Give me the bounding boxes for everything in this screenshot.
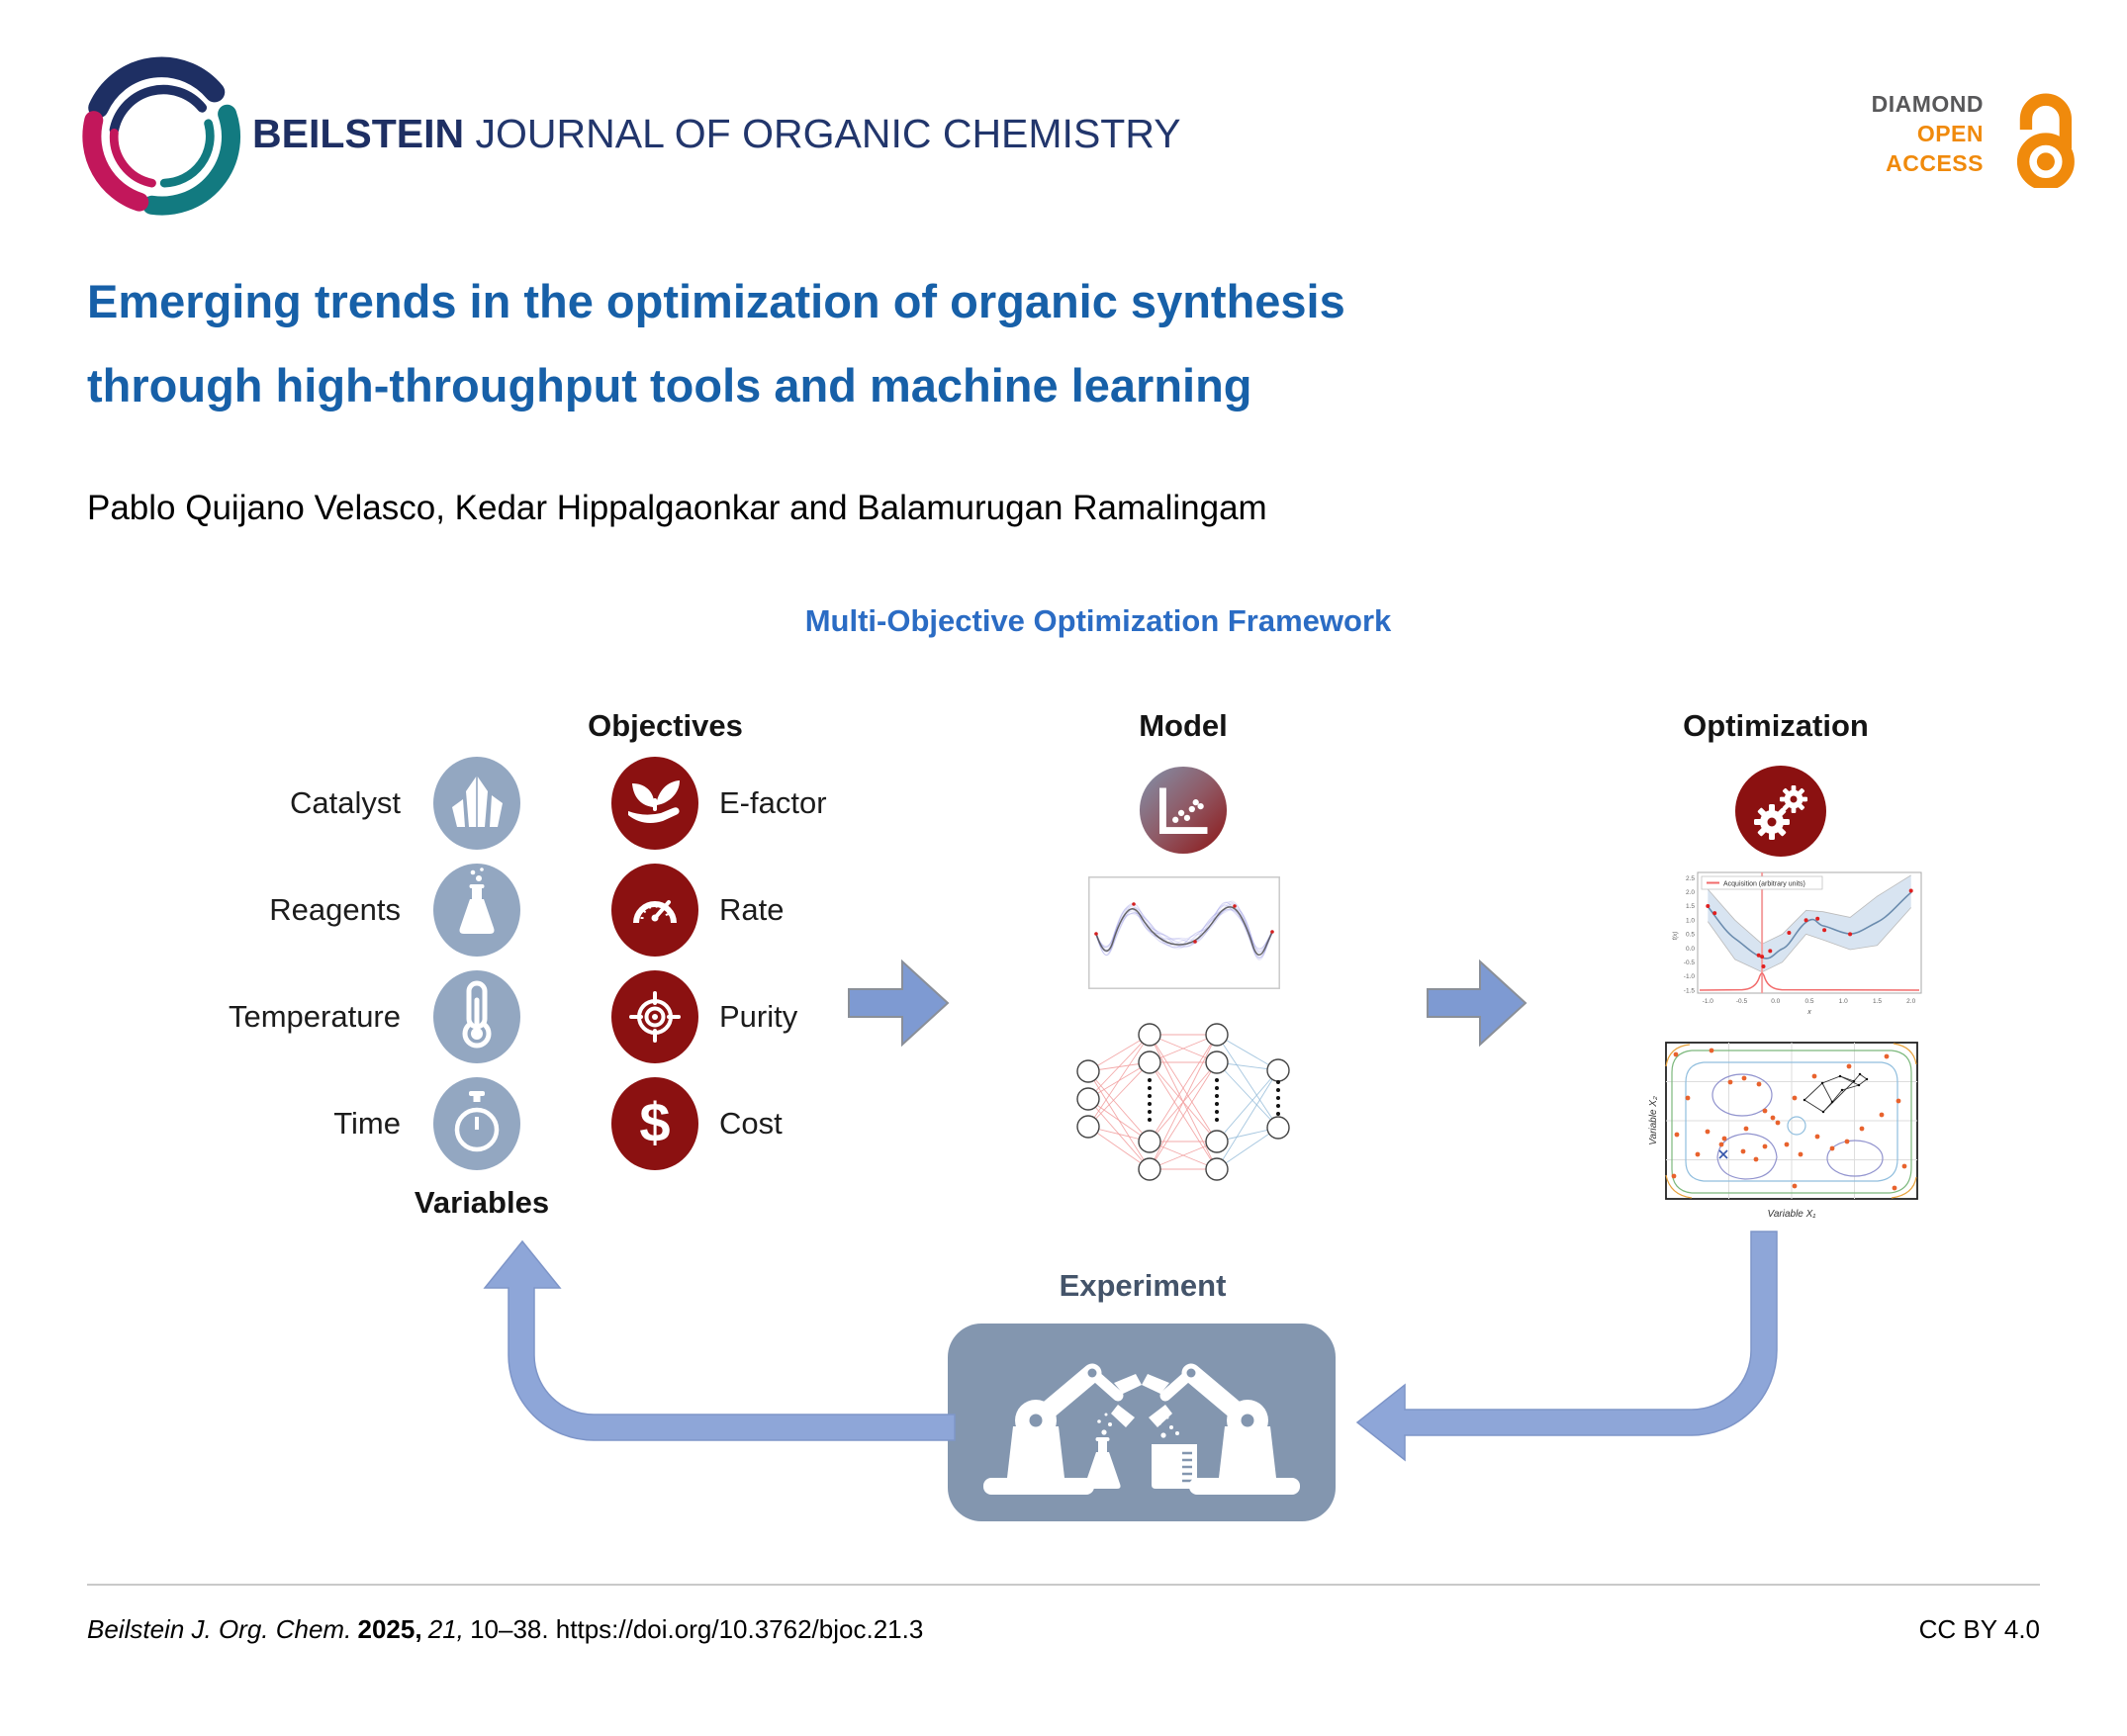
y-tick-labels bbox=[1684, 875, 1696, 994]
svg-text:0.0: 0.0 bbox=[1685, 945, 1695, 953]
open-access-lock-icon bbox=[1994, 75, 2093, 188]
article-title bbox=[87, 259, 2046, 427]
model-scatter-icon bbox=[1138, 764, 1229, 857]
dollar-icon bbox=[609, 1075, 700, 1172]
citation-volume: 21, bbox=[427, 1614, 464, 1644]
neural-network-diagram bbox=[1066, 1019, 1300, 1189]
objective-label-purity: Purity bbox=[719, 999, 798, 1034]
acquisition-plot bbox=[1668, 865, 1931, 1021]
oa-open-label: OPEN bbox=[1916, 121, 1984, 146]
citation bbox=[87, 1614, 929, 1645]
citation-year: 2025, bbox=[357, 1614, 422, 1644]
svg-text:$: $ bbox=[639, 1091, 671, 1153]
gears-icon bbox=[1733, 764, 1828, 859]
variable-label-catalyst: Catalyst bbox=[290, 785, 401, 820]
svg-text:2.5: 2.5 bbox=[1685, 875, 1695, 882]
acquisition-xlabel: x bbox=[1807, 1009, 1811, 1016]
acquisition-ylabel: f(x) bbox=[1673, 931, 1679, 941]
svg-text:1.5: 1.5 bbox=[1685, 903, 1695, 911]
acquisition-legend: Acquisition (arbitrary units) bbox=[1723, 880, 1805, 888]
svg-text:0.5: 0.5 bbox=[1685, 931, 1695, 939]
speedometer-icon bbox=[609, 862, 700, 959]
svg-text:1.0: 1.0 bbox=[1838, 998, 1848, 1005]
svg-text:2.0: 2.0 bbox=[1906, 998, 1916, 1005]
x-tick-labels bbox=[1703, 998, 1916, 1005]
oa-diamond-label: DIAMOND bbox=[1871, 91, 1984, 117]
journal-name bbox=[252, 111, 1181, 157]
row-temperature-purity bbox=[0, 967, 1088, 1066]
variables-label: Variables bbox=[414, 1185, 550, 1220]
model-header: Model bbox=[1139, 708, 1228, 743]
row-time-cost bbox=[0, 1074, 1088, 1173]
thermometer-icon bbox=[431, 968, 522, 1065]
article-title-line2: through high-throughput tools and machine learning bbox=[87, 359, 1252, 411]
contour-xlabel: Variable X₁ bbox=[1767, 1209, 1816, 1220]
variable-label-reagents: Reagents bbox=[269, 892, 401, 927]
open-access-badge bbox=[1721, 89, 1984, 178]
contour-ylabel: Variable X₂ bbox=[1648, 1096, 1659, 1145]
row-catalyst-efactor bbox=[0, 754, 1088, 853]
footer-divider bbox=[87, 1584, 2040, 1586]
journal-name-bold: BEILSTEIN bbox=[252, 111, 465, 156]
experiment-robot-panel bbox=[948, 1324, 1336, 1521]
experiment-label: Experiment bbox=[1059, 1268, 1227, 1303]
gp-samples-plot bbox=[1088, 876, 1280, 989]
target-icon bbox=[609, 968, 700, 1065]
citation-pages-doi[interactable]: 10–38. https://doi.org/10.3762/bjoc.21.3 bbox=[470, 1614, 924, 1644]
crystal-icon bbox=[431, 755, 522, 852]
plant-hand-icon bbox=[609, 755, 700, 852]
row-reagents-rate bbox=[0, 861, 1088, 959]
variable-label-time: Time bbox=[333, 1106, 401, 1141]
beilstein-logo-icon bbox=[77, 54, 245, 218]
variable-label-temperature: Temperature bbox=[228, 999, 401, 1034]
stopwatch-icon bbox=[431, 1075, 522, 1172]
svg-text:2.0: 2.0 bbox=[1685, 889, 1695, 897]
oa-access-label: ACCESS bbox=[1886, 150, 1984, 176]
objective-label-rate: Rate bbox=[719, 892, 785, 927]
svg-text:0.0: 0.0 bbox=[1771, 998, 1781, 1005]
svg-text:-1.0: -1.0 bbox=[1702, 998, 1713, 1005]
journal-name-rest: JOURNAL OF ORGANIC CHEMISTRY bbox=[464, 111, 1181, 156]
article-title-line1: Emerging trends in the optimization of organic synthesis bbox=[87, 275, 1345, 327]
svg-text:1.0: 1.0 bbox=[1685, 917, 1695, 925]
svg-text:-1.5: -1.5 bbox=[1683, 987, 1695, 995]
article-authors: Pablo Quijano Velasco, Kedar Hippalgaonkar and Balamurugan Ramalingam bbox=[87, 489, 1267, 527]
flask-icon bbox=[431, 862, 522, 959]
svg-text:-0.5: -0.5 bbox=[1735, 998, 1748, 1005]
svg-text:1.5: 1.5 bbox=[1872, 998, 1883, 1005]
objective-label-efactor: E-factor bbox=[719, 785, 827, 820]
svg-text:0.5: 0.5 bbox=[1804, 998, 1814, 1005]
license-label: CC BY 4.0 bbox=[1918, 1614, 2040, 1644]
svg-text:-1.0: -1.0 bbox=[1683, 973, 1695, 981]
objective-label-cost: Cost bbox=[719, 1106, 783, 1141]
svg-text:-0.5: -0.5 bbox=[1683, 959, 1695, 966]
citation-journal: Beilstein J. Org. Chem. bbox=[87, 1614, 352, 1644]
arrow-model-to-optimization bbox=[1428, 961, 1526, 1045]
optimization-header: Optimization bbox=[1683, 708, 1869, 743]
arrow-optimization-to-experiment bbox=[1357, 1232, 1777, 1460]
arrow-experiment-to-variables bbox=[485, 1241, 955, 1440]
contour-plot bbox=[1648, 1039, 1929, 1229]
objectives-header: Objectives bbox=[588, 708, 743, 743]
figure-title: Multi-Objective Optimization Framework bbox=[804, 603, 1392, 638]
